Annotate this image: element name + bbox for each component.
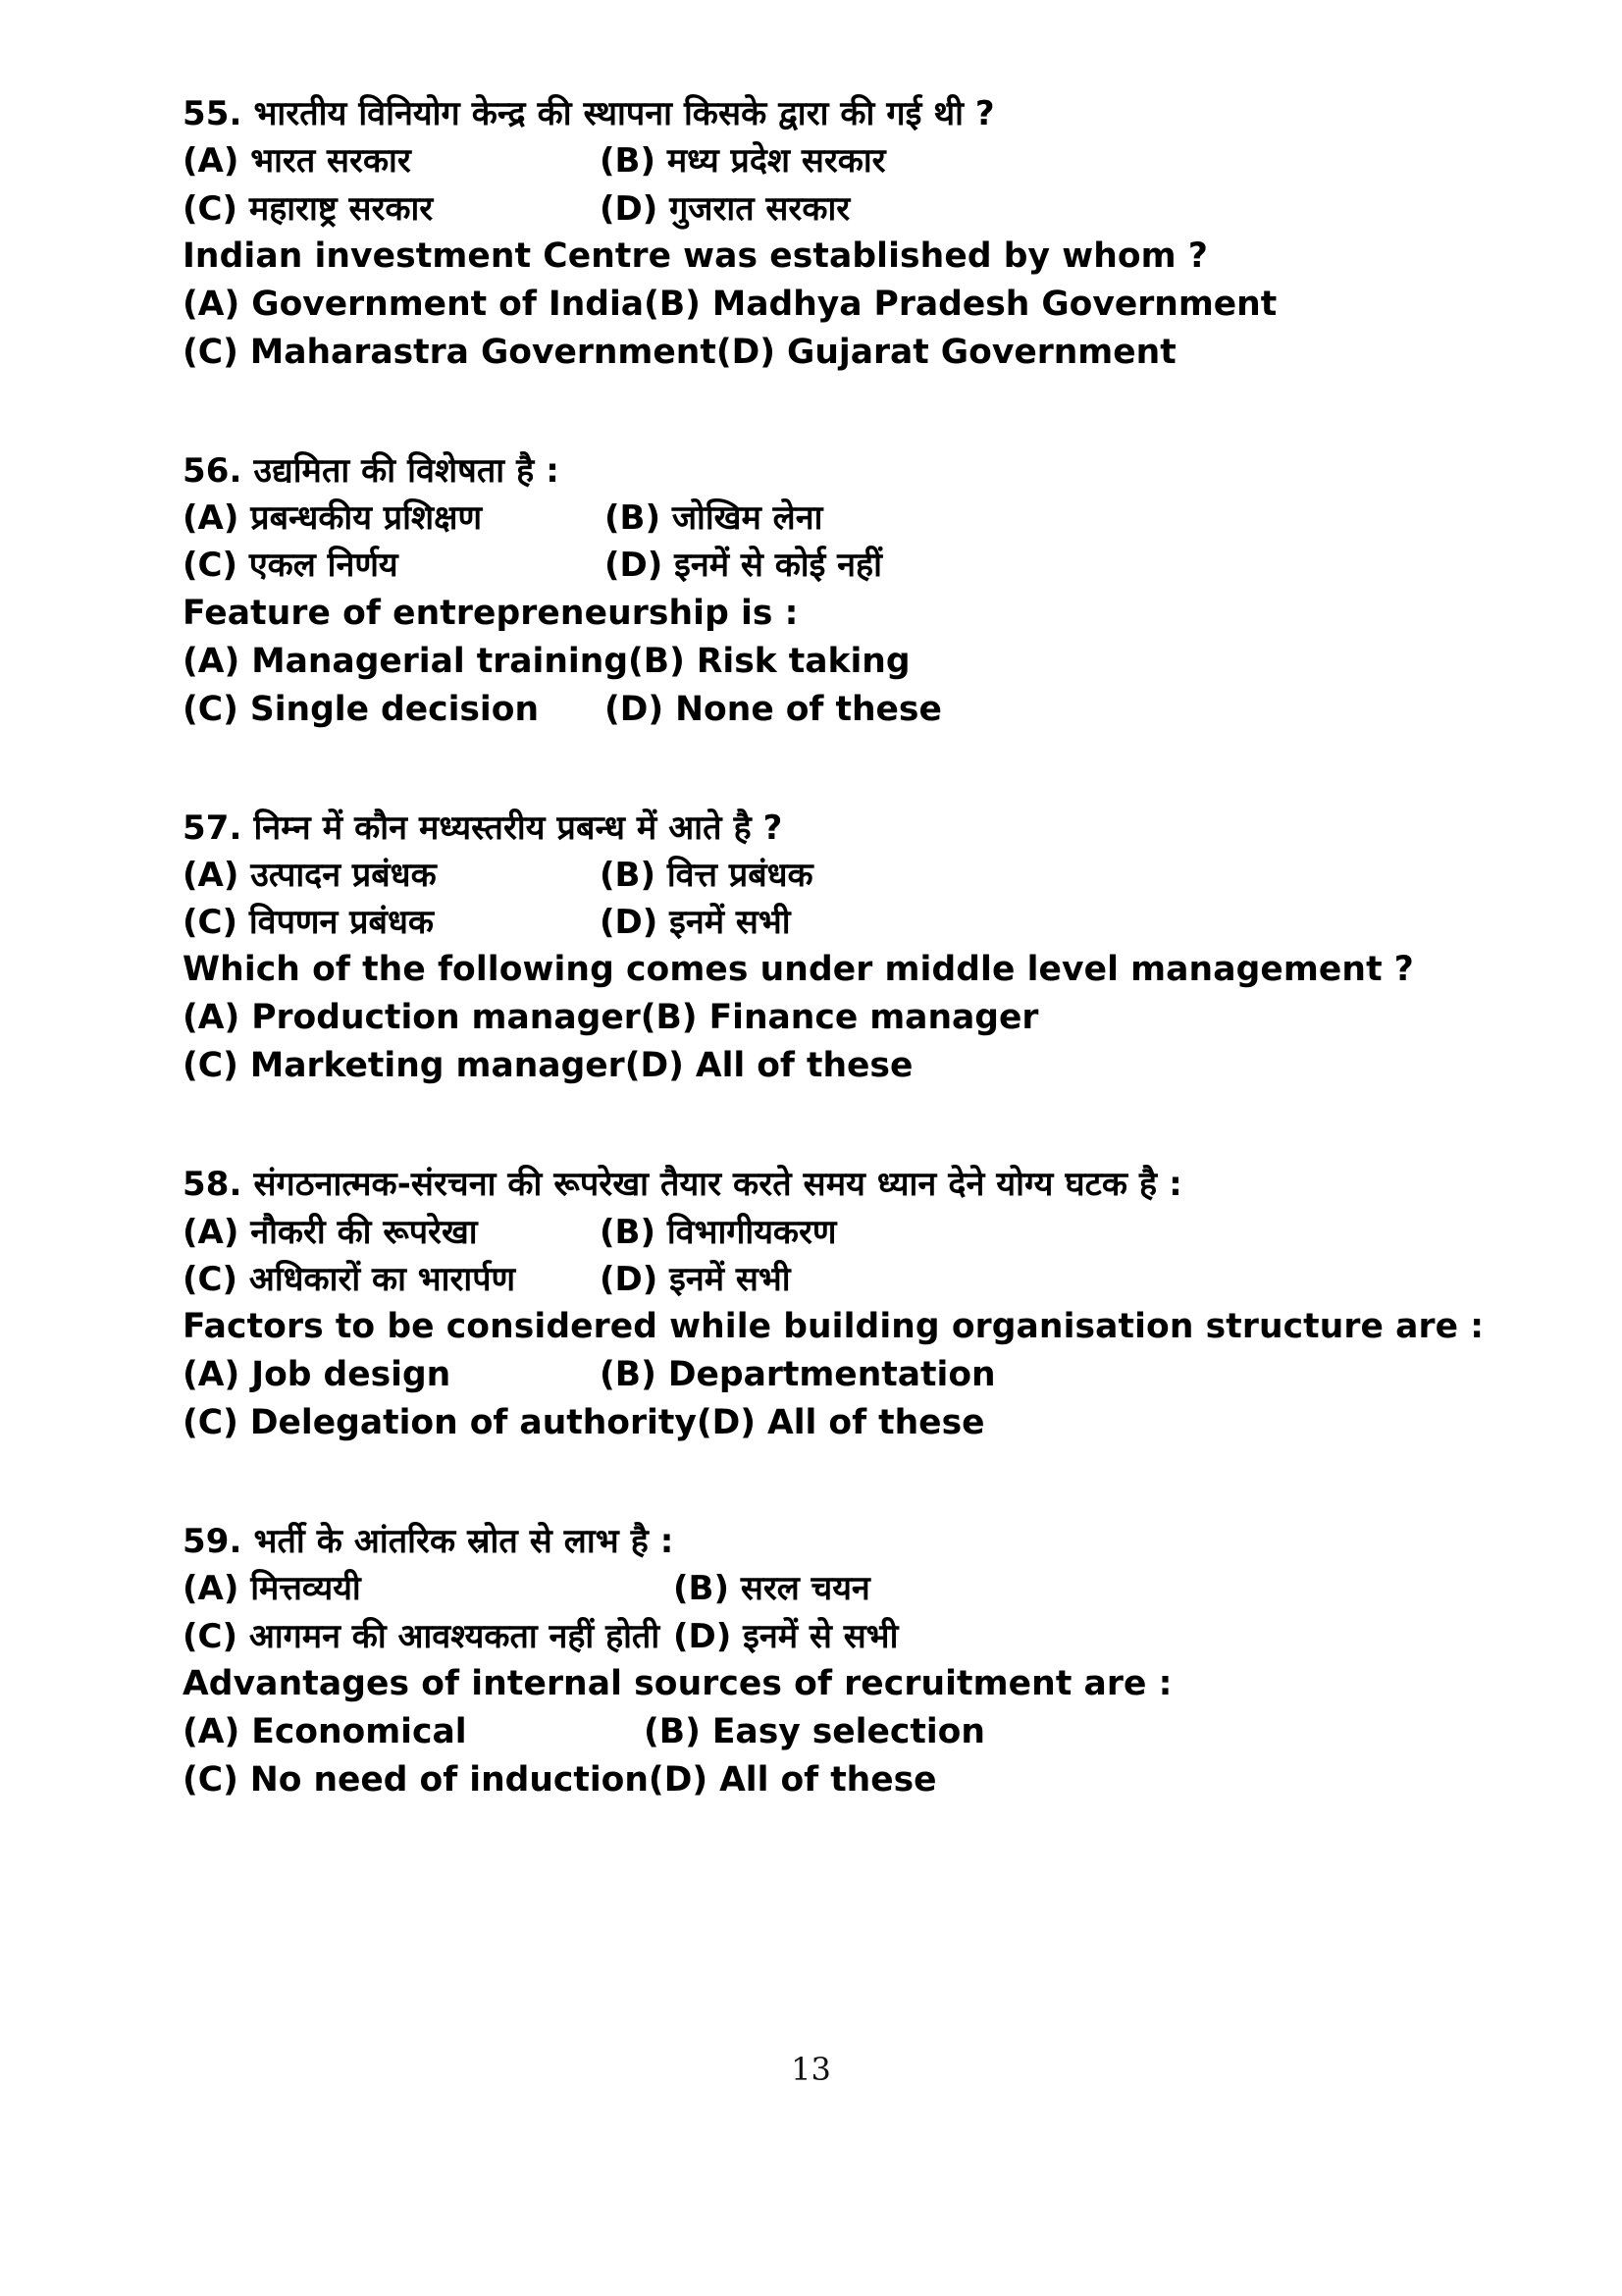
question-59-hindi-option-d: (D) इनमें से सभी	[673, 1616, 899, 1656]
question-58	[183, 1161, 1504, 1447]
question-58-hindi-option-b: (B) विभागीयकरण	[600, 1212, 837, 1252]
question-59-hindi-option-c: (C) आगमन की आवश्यकता नहीं होती	[183, 1616, 660, 1656]
question-57-hindi-option-d: (D) इनमें सभी	[600, 903, 791, 943]
question-56-hindi-options-row-1	[183, 495, 1504, 542]
question-57-english-options-row-2	[183, 1042, 1504, 1090]
question-58-hindi-stem: 58. संगठनात्मक-संरचना की रूपरेखा तैयार करते समय ध्यान देने योग्य घटक है :	[183, 1165, 1182, 1205]
question-59-hindi-option-a: (A) मित्तव्ययी	[183, 1569, 361, 1609]
question-55-hindi-option-c: (C) महाराष्ट्र सरकार	[183, 188, 434, 229]
question-59-english-stem: Advantages of internal sources of recruitment are :	[183, 1663, 1173, 1703]
question-59-english-options-row-1	[183, 1708, 1504, 1756]
question-58-english-options-row-1	[183, 1351, 1504, 1399]
question-56-hindi-options-row-2	[183, 542, 1504, 589]
question-55	[183, 90, 1504, 377]
question-56-english-options-row-1	[183, 638, 1504, 686]
question-59-english-option-c: (C) No need of induction	[183, 1759, 649, 1800]
question-59-english-option-a: (A) Economical	[183, 1711, 467, 1751]
question-55-english-options-row-1	[183, 281, 1504, 329]
question-55-english-option-c: (C) Maharastra Government	[183, 332, 716, 372]
block-spacer	[183, 1492, 1504, 1518]
question-58-english-option-c: (C) Delegation of authority	[183, 1403, 697, 1443]
question-56-english-option-d: (D) None of these	[604, 689, 942, 729]
question-56-hindi-option-d: (D) इनमें से कोई नहीं	[604, 546, 882, 586]
question-59-english-option-d: (D) All of these	[648, 1759, 937, 1800]
question-56-english-option-b: (B) Risk taking	[628, 641, 911, 681]
question-56-hindi-stem: 56. उद्यमिता की विशेषता है :	[183, 450, 559, 491]
question-59-english-options-row-2	[183, 1756, 1504, 1804]
block-spacer	[183, 779, 1504, 805]
question-59-hindi-option-b: (B) सरल चयन	[673, 1569, 870, 1609]
question-57-hindi-option-a: (A) उत्पादन प्रबंधक	[183, 855, 437, 895]
question-59	[183, 1518, 1504, 1804]
question-59-hindi-options-row-1	[183, 1565, 1504, 1612]
question-56-english-option-c: (C) Single decision	[183, 689, 540, 729]
question-55-english-option-a: (A) Government of India	[183, 284, 645, 324]
question-57-hindi-option-c: (C) विपणन प्रबंधक	[183, 903, 434, 943]
question-56-hindi-option-a: (A) प्रबन्धकीय प्रशिक्षण	[183, 498, 483, 539]
question-56	[183, 447, 1504, 734]
question-56-english-options-row-2	[183, 686, 1504, 734]
question-57-english-option-c: (C) Marketing manager	[183, 1046, 625, 1086]
question-55-hindi-option-b: (B) मध्य प्रदेश सरकार	[600, 141, 886, 182]
question-55-english-stem: Indian investment Centre was established by whom ?	[183, 235, 1208, 276]
question-57	[183, 805, 1504, 1091]
question-58-hindi-option-c: (C) अधिकारों का भारार्पण	[183, 1259, 516, 1299]
question-58-english-option-b: (B) Departmentation	[600, 1355, 996, 1395]
question-57-english-option-a: (A) Production manager	[183, 998, 641, 1038]
block-spacer	[183, 1135, 1504, 1161]
block-spacer	[183, 422, 1504, 447]
question-56-english-stem: Feature of entrepreneurship is :	[183, 593, 799, 633]
question-57-hindi-option-b: (B) वित्त प्रबंधक	[600, 855, 813, 895]
question-57-hindi-options-row-2	[183, 899, 1504, 946]
question-56-english-option-a: (A) Managerial training	[183, 641, 629, 681]
question-57-english-stem: Which of the following comes under middle level management ?	[183, 950, 1414, 990]
question-59-hindi-stem: 59. भर्ती के आंतरिक स्रोत से लाभ है :	[183, 1522, 674, 1561]
question-56-hindi-option-c: (C) एकल निर्णय	[183, 546, 398, 586]
question-58-english-options-row-2	[183, 1399, 1504, 1447]
question-59-english-option-b: (B) Easy selection	[644, 1711, 985, 1751]
question-55-english-option-d: (D) Gujarat Government	[715, 332, 1177, 372]
question-55-hindi-option-a: (A) भारत सरकार	[183, 141, 411, 182]
question-55-hindi-option-d: (D) गुजरात सरकार	[600, 188, 851, 229]
question-57-hindi-stem: 57. निम्न में कौन मध्यस्तरीय प्रबन्ध में आते है ?	[183, 808, 783, 848]
question-58-hindi-options-row-2	[183, 1256, 1504, 1303]
question-55-english-options-row-2	[183, 329, 1504, 377]
question-58-hindi-option-a: (A) नौकरी की रूपरेखा	[183, 1212, 478, 1252]
question-58-english-option-d: (D) All of these	[696, 1403, 985, 1443]
question-58-hindi-options-row-1	[183, 1209, 1504, 1256]
question-57-english-option-d: (D) All of these	[624, 1046, 914, 1086]
question-57-hindi-options-row-1	[183, 852, 1504, 899]
question-55-hindi-stem: 55. भारतीय विनियोग केन्द्र की स्थापना किसके द्वारा की गई थी ?	[183, 94, 995, 133]
question-55-english-option-b: (B) Madhya Pradesh Government	[644, 284, 1278, 324]
page-number: 13	[791, 2051, 831, 2088]
question-58-english-stem: Factors to be considered while building organisation structure are :	[183, 1307, 1485, 1347]
question-57-english-options-row-1	[183, 994, 1504, 1042]
question-58-hindi-option-d: (D) इनमें सभी	[600, 1259, 791, 1299]
question-58-english-option-a: (A) Job design	[183, 1355, 451, 1395]
question-56-hindi-option-b: (B) जोखिम लेना	[604, 498, 823, 539]
question-59-hindi-options-row-2	[183, 1613, 1504, 1660]
question-55-hindi-options-row-1	[183, 137, 1504, 184]
question-57-english-option-b: (B) Finance manager	[640, 998, 1039, 1038]
question-55-hindi-options-row-2	[183, 185, 1504, 233]
